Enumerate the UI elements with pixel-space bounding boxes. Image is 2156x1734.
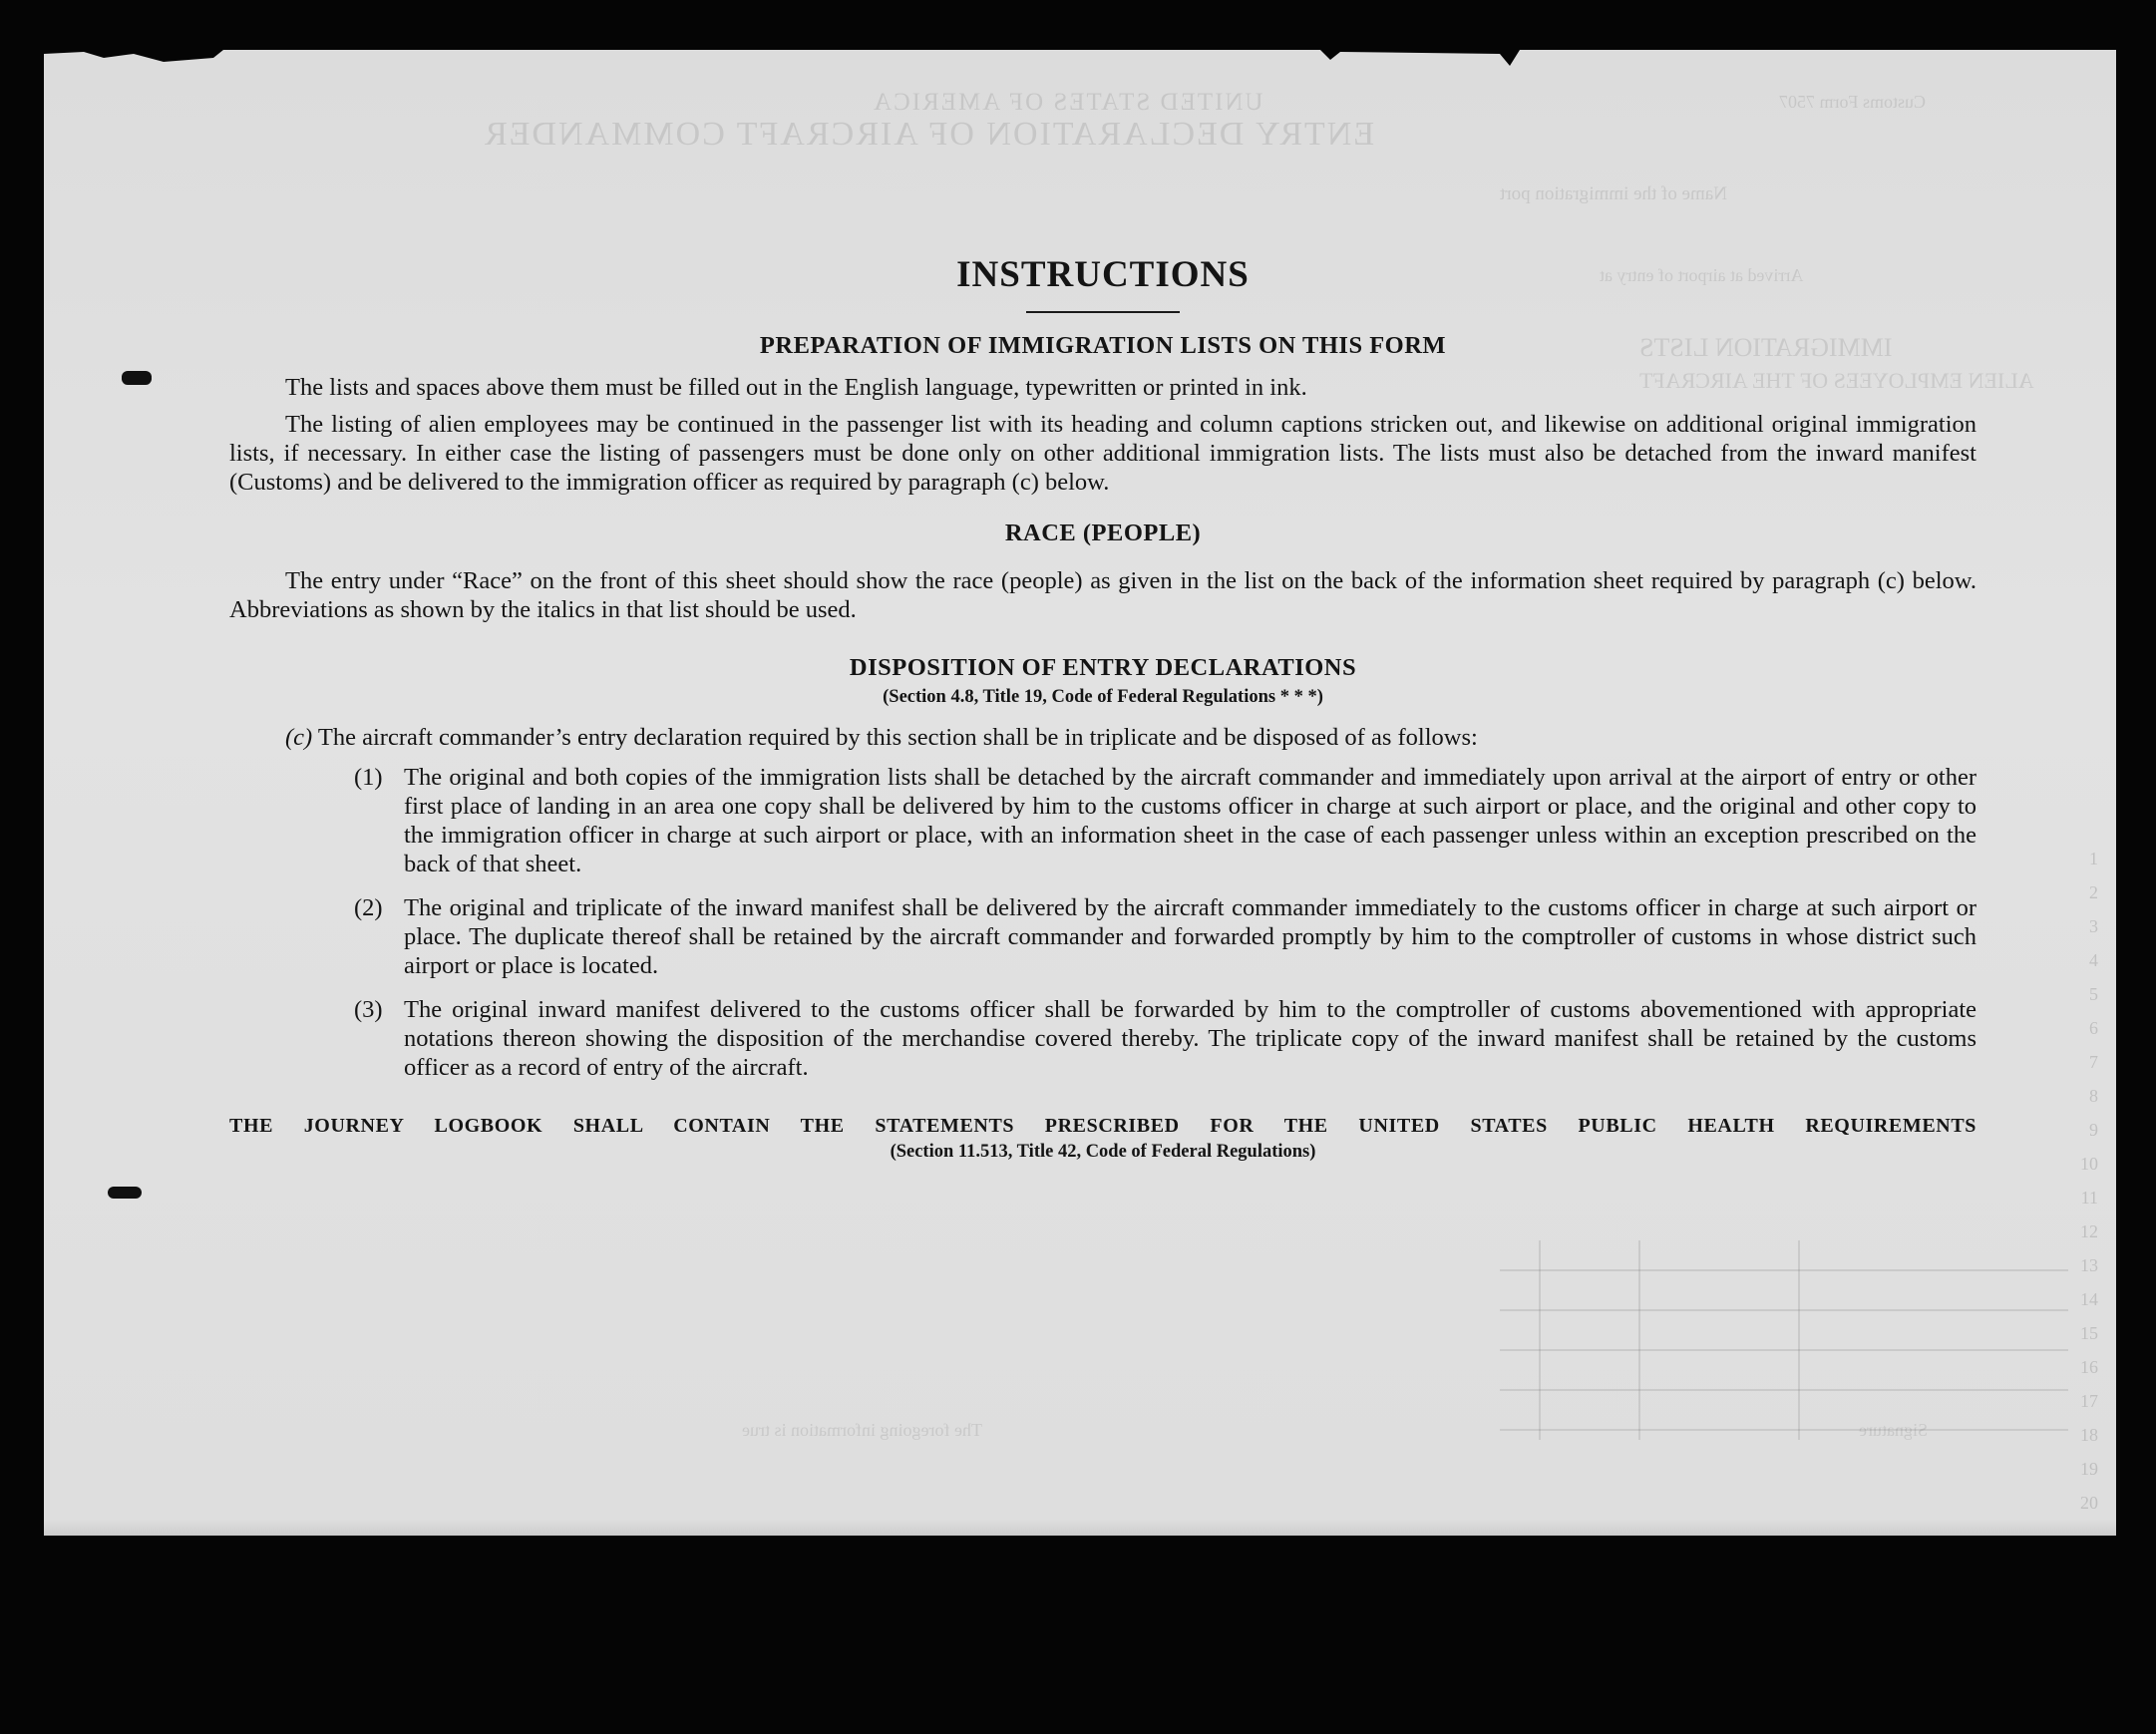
bleedthrough-text: UNITED STATES OF AMERICA <box>872 89 1263 116</box>
bleedthrough-text: Arrived at airport of entry at <box>1600 265 1804 285</box>
bleedthrough-text: ENTRY DECLARATION OF AIRCRAFT COMMANDER <box>483 116 1375 153</box>
instructions-content <box>229 253 1976 1164</box>
hole-punch-mark <box>108 1187 142 1199</box>
bleedthrough-text: Customs Form 7507 <box>1779 92 1927 112</box>
torn-top-edge <box>44 44 2116 74</box>
disposition-heading: DISPOSITION OF ENTRY DECLARATIONS <box>849 654 1357 681</box>
race-heading: RACE (PEOPLE) <box>1004 520 1202 546</box>
bleedthrough-text: Signature <box>1859 1420 1928 1440</box>
item-text: The original and triplicate of the inward manifest shall be delivered by the aircraft commander immediately to the customs officer in charge at such airport or place. The duplicate thereof shall be retained by the aircraft commander and forwarded promptly by him to the comptroller of customs in whose district such airport or place is located. <box>404 894 1976 979</box>
footer-statement: THE JOURNEY LOGBOOK SHALL CONTAIN THE STATEMENTS PRESCRIBED FOR THE UNITED STATES PUBLIC HEALTH REQUIREMENTS <box>229 1115 1976 1137</box>
title-underline <box>1026 311 1180 313</box>
bleedthrough-text: Name of the immigration port <box>1500 183 1727 204</box>
bleedthrough-text: ALIEN EMPLOYEES OF THE AIRCRAFT <box>1639 368 2034 393</box>
disposition-item <box>354 763 1976 878</box>
hole-punch-mark <box>122 371 152 385</box>
disposition-item <box>354 893 1976 980</box>
item-text: The original inward manifest delivered to the customs officer shall be forwarded by him to the comptroller of customs abovementioned with appropriate notations thereon showing the disposition of the merchandise covered thereby. The triplicate copy of the inward manifest shall be retained by the customs officer as a record of entry of the aircraft. <box>404 996 1976 1081</box>
footer-reference: (Section 11.513, Title 42, Code of Federal Regulations) <box>890 1142 1316 1162</box>
race-paragraph: The entry under “Race” on the front of this sheet should show the race (people) as given in the list on the back of the information sheet required by paragraph (c) below. Abbreviations as shown by the italics in that list should be used. <box>229 567 1976 623</box>
page-title: INSTRUCTIONS <box>956 254 1250 295</box>
item-number: (2) <box>354 894 383 921</box>
preparation-heading: PREPARATION OF IMMIGRATION LISTS ON THIS FORM <box>759 332 1447 359</box>
disposition-item <box>354 995 1976 1082</box>
paper-bottom-edge <box>44 1520 2116 1536</box>
item-text: The original and both copies of the immigration lists shall be detached by the aircraft commander and immediately upon arrival at the airport of entry or other first place of landing in an area one copy shall be delivered by him to the customs officer in charge at such airport or place, and the original and other copy to the immigration officer in charge at such airport or place, with an information sheet in the case of each passenger unless within an exception prescribed on the back of that sheet. <box>404 764 1976 877</box>
bleedthrough-text: IMMIGRATION LISTS <box>1639 333 1893 362</box>
item-number: (1) <box>354 764 383 791</box>
bleedthrough-row-numbers: 1 2 3 4 5 6 7 8 9 10 11 12 13 14 15 16 17 18 19 20 <box>2080 849 2098 1513</box>
bleedthrough-text: The foregoing information is true <box>742 1420 982 1440</box>
preparation-paragraph-1: The lists and spaces above them must be filled out in the English language, typewritten or printed in ink. <box>285 374 1307 401</box>
bleedthrough-form-lines <box>1500 1240 2068 1480</box>
disposition-intro-text: The aircraft commander’s entry declaration required by this section shall be in triplicate and be disposed of as follows: <box>312 724 1478 751</box>
disposition-reference: (Section 4.8, Title 19, Code of Federal Regulations * * *) <box>883 687 1323 707</box>
disposition-intro-marker: (c) <box>285 724 313 751</box>
paper-sheet <box>44 44 2116 1536</box>
item-number: (3) <box>354 996 383 1023</box>
disposition-intro <box>229 723 1976 752</box>
preparation-paragraph-2: The listing of alien employees may be continued in the passenger list with its heading and column captions stricken out, and likewise on additional original immigration lists, if necessary. In either case the listing of passengers must be done only on other additional immigration lists. The lists must also be detached from the inward manifest (Customs) and be delivered to the immigration officer as required by paragraph (c) below. <box>229 411 1976 496</box>
